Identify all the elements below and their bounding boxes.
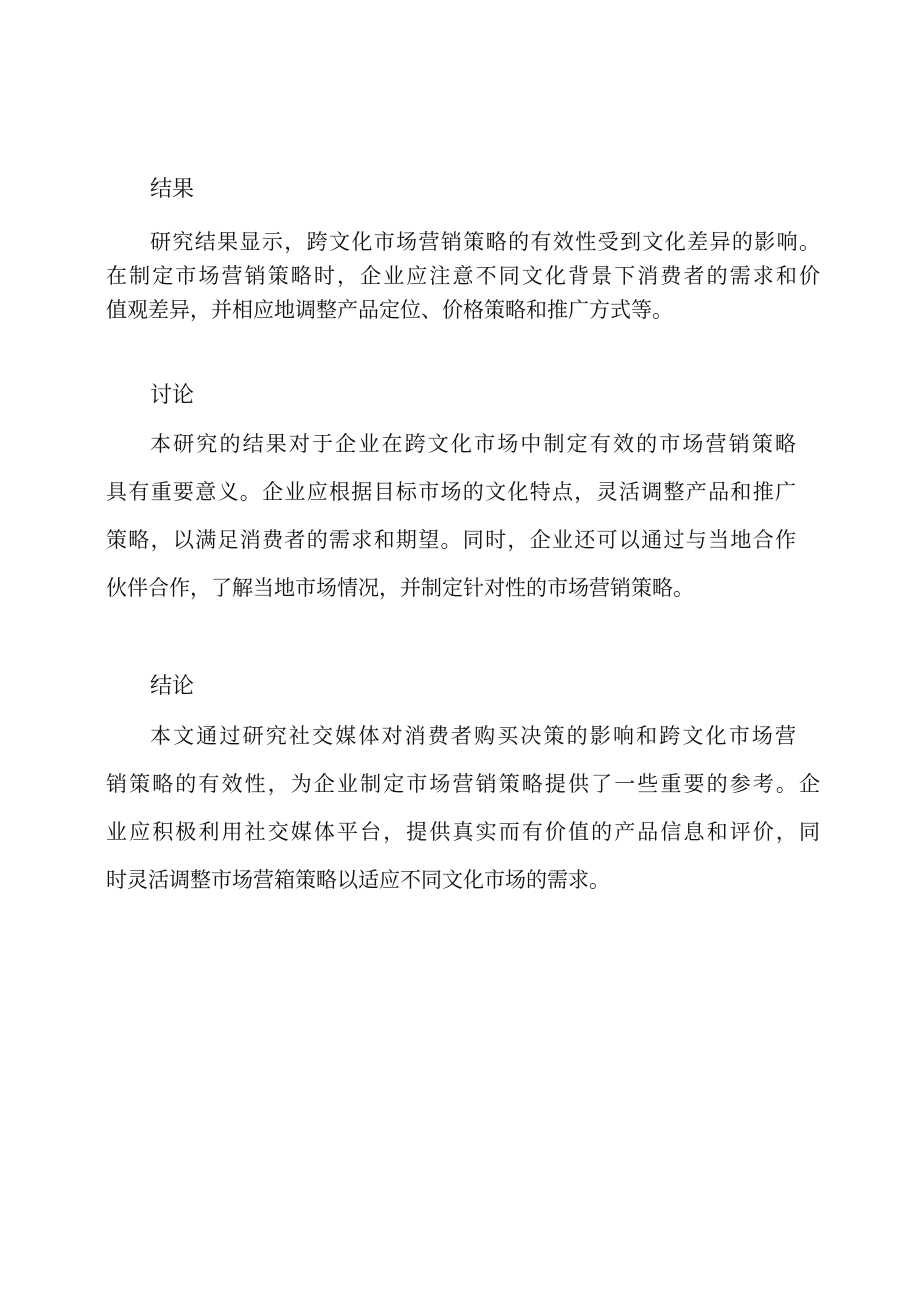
paragraph-line: 具有重要意义。企业应根据目标市场的文化特点，灵活调整产品和推广	[106, 480, 796, 504]
paragraph-line: 本文通过研究社交媒体对消费者购买决策的影响和跨文化市场营	[150, 724, 796, 748]
paragraph-line: 在制定市场营销策略时，企业应注意不同文化背景下消费者的需求和价	[106, 264, 820, 288]
section-heading: 结果	[150, 177, 195, 202]
paragraph-line: 值观差异，并相应地调整产品定位、价格策略和推广方式等。	[106, 298, 673, 322]
paragraph-line: 业应积极利用社交媒体平台，提供真实而有价值的产品信息和评价，同	[106, 820, 820, 844]
section-heading: 结论	[150, 674, 195, 699]
paragraph-line: 研究结果显示，跨文化市场营销策略的有效性受到文化差异的影响。	[150, 230, 820, 254]
paragraph-line: 本研究的结果对于企业在跨文化市场中制定有效的市场营销策略	[150, 432, 796, 456]
section-heading: 讨论	[150, 383, 195, 408]
paragraph-line: 伙伴合作，了解当地市场情况，并制定针对性的市场营销策略。	[106, 576, 694, 600]
paragraph-line: 策略，以满足消费者的需求和期望。同时，企业还可以通过与当地合作	[106, 528, 796, 552]
paragraph-line: 时灵活调整市场营箱策略以适应不同文化市场的需求。	[106, 868, 610, 892]
paragraph-line: 销策略的有效性，为企业制定市场营销策略提供了一些重要的参考。企	[106, 772, 820, 796]
